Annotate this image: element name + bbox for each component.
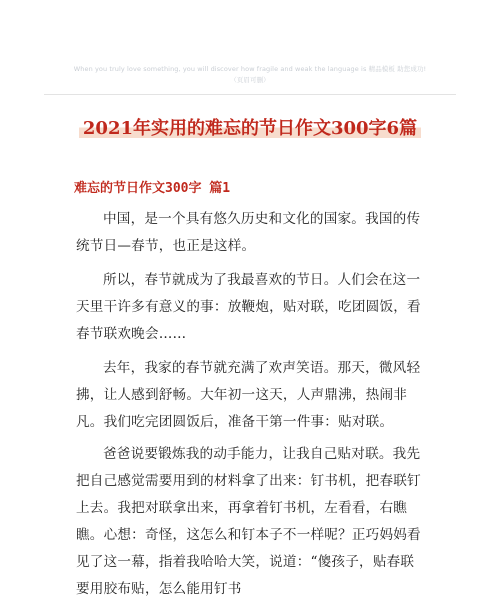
header-divider	[44, 94, 456, 95]
header-watermark-note: （页眉可删）	[230, 76, 270, 84]
document-title-text: 2021年实用的难忘的节日作文300字6篇	[79, 118, 421, 139]
section-heading: 难忘的节日作文300字 篇1	[74, 181, 231, 196]
paragraph-1: 中国，是一个具有悠久历史和文化的国家。我国的传统节日—春节，也正是这样。	[76, 211, 421, 254]
paragraph-3: 去年，我家的春节就充满了欢声笑语。那天，微风轻拂，让人感到舒畅。大年初一这天，人声鼎沸，热闹非凡。我们吃完团圆饭后，准备干第一件事：贴对联。	[76, 360, 421, 430]
header-watermark: When you truly love something, you will discover how fragile and weak the language is 精品模板 助您成功!	[73, 65, 427, 73]
document-title	[0, 114, 500, 140]
paragraph-2: 所以，春节就成为了我最喜欢的节日。人们会在这一天里干许多有意义的事：放鞭炮，贴对联，吃团圆饭，看春节联欢晚会……	[76, 272, 421, 342]
paragraph-4: 爸爸说要锻炼我的动手能力，让我自己贴对联。我先把自己感觉需要用到的材料拿了出来：钉书机，把春联钉上去。我把对联拿出来，再拿着钉书机，左看看，右瞧瞧。心想：奇怪，这怎么和钉本子不一样呢？正巧妈妈看见了这一幕，指着我哈哈大笑，说道：“傻孩子，贴春联要用胶布贴，怎么能用钉书	[76, 446, 421, 597]
